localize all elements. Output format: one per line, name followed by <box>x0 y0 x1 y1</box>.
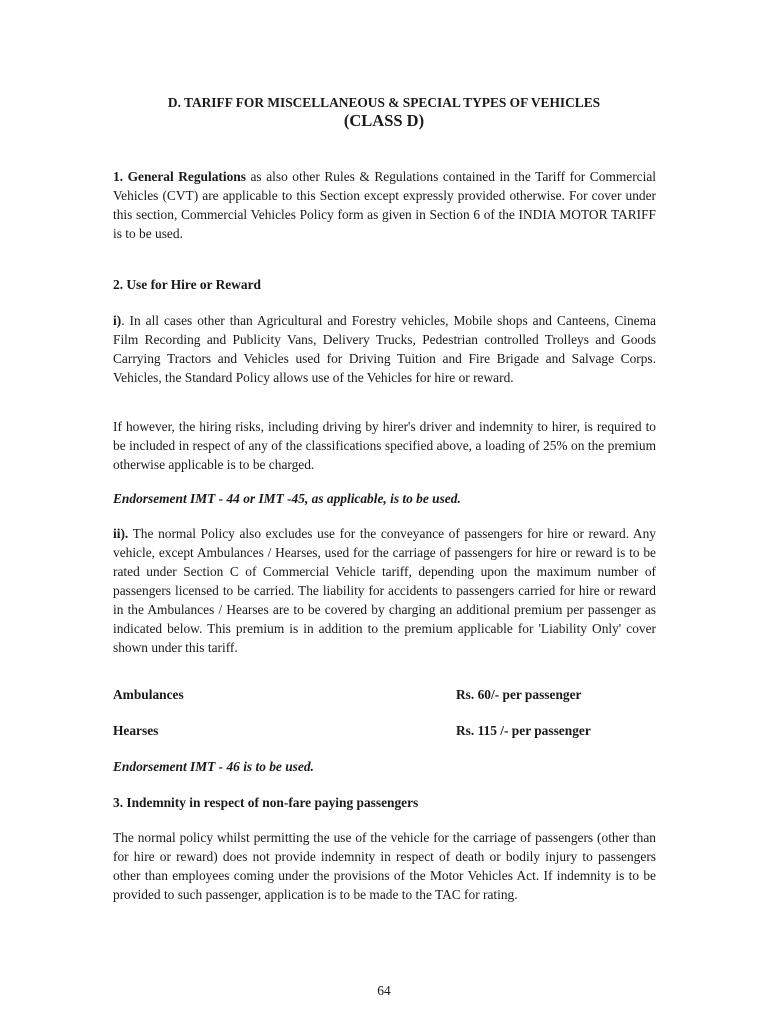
section-2-para-i <box>113 311 656 387</box>
section-3-heading: 3. Indemnity in respect of non-fare paying passengers <box>113 795 419 810</box>
section-2-hiring-para: If however, the hiring risks, including driving by hirer's driver and indemnity to hirer, is required to be included in respect of any of the classifications specified above, a loading of 25% on the premium otherwise applicable is to be charged. <box>113 419 656 472</box>
section-2-para-ii <box>113 524 656 657</box>
section-1-paragraph <box>113 167 656 243</box>
page-number: 64 <box>377 983 391 998</box>
section-2-heading: 2. Use for Hire or Reward <box>113 277 262 292</box>
rate-label: Ambulances <box>113 687 184 702</box>
para-i-marker: i) <box>113 313 122 328</box>
endorsement-note-2: Endorsement IMT - 46 is to be used. <box>113 759 314 774</box>
rate-value: Rs. 60/- per passenger <box>456 687 582 702</box>
endorsement-note-1: Endorsement IMT - 44 or IMT -45, as applicable, is to be used. <box>113 491 461 506</box>
para-ii-marker: ii). <box>113 526 129 541</box>
para-ii-text: The normal Policy also excludes use for the conveyance of passengers for hire or reward. Any vehicle, except Ambulances / Hearses, used for the carriage of passengers for hire or reward is to be rated under Section C of Commercial Vehicle tariff, depending upon the maximum number of passengers licensed to be carried. The liability for accidents to passengers carried for hire or reward in the Ambulances / Hearses are to be covered by charging an additional premium per passenger as indicated below. This premium is in addition to the premium applicable for 'Liability Only' cover shown under this tariff. <box>113 526 656 655</box>
rate-label: Hearses <box>113 723 159 738</box>
section-1-heading: 1. General Regulations <box>113 169 246 184</box>
document-subtitle: (CLASS D) <box>343 111 425 130</box>
section-1-text: as also other Rules & Regulations contained in the Tariff for Commercial Vehicles (CVT) are applicable to this Section except expressly provided otherwise. For cover under this section, Commercial Vehicles Policy form as given in Section 6 of the INDIA MOTOR TARIFF is to be used. <box>113 169 656 241</box>
rate-value: Rs. 115 /- per passenger <box>456 723 591 738</box>
para-i-text: . In all cases other than Agricultural and Forestry vehicles, Mobile shops and Canteens, Cinema Film Recording and Publicity Vans, Delivery Trucks, Pedestrian controlled Trolleys and Goods Carrying Tractors and Vehicles used for Driving Tuition and Fire Brigade and Salvage Corps. Vehicles, the Standard Policy allows use of the Vehicles for hire or reward. <box>113 313 656 385</box>
document-title: D. TARIFF FOR MISCELLANEOUS & SPECIAL TYPES OF VEHICLES <box>167 95 601 110</box>
section-3-paragraph: The normal policy whilst permitting the use of the vehicle for the carriage of passengers (other than for hire or reward) does not provide indemnity in respect of death or bodily injury to passengers other than employees coming under the provisions of the Motor Vehicles Act. If indemnity is to be provided to such passenger, application is to be made to the TAC for rating. <box>113 830 656 902</box>
